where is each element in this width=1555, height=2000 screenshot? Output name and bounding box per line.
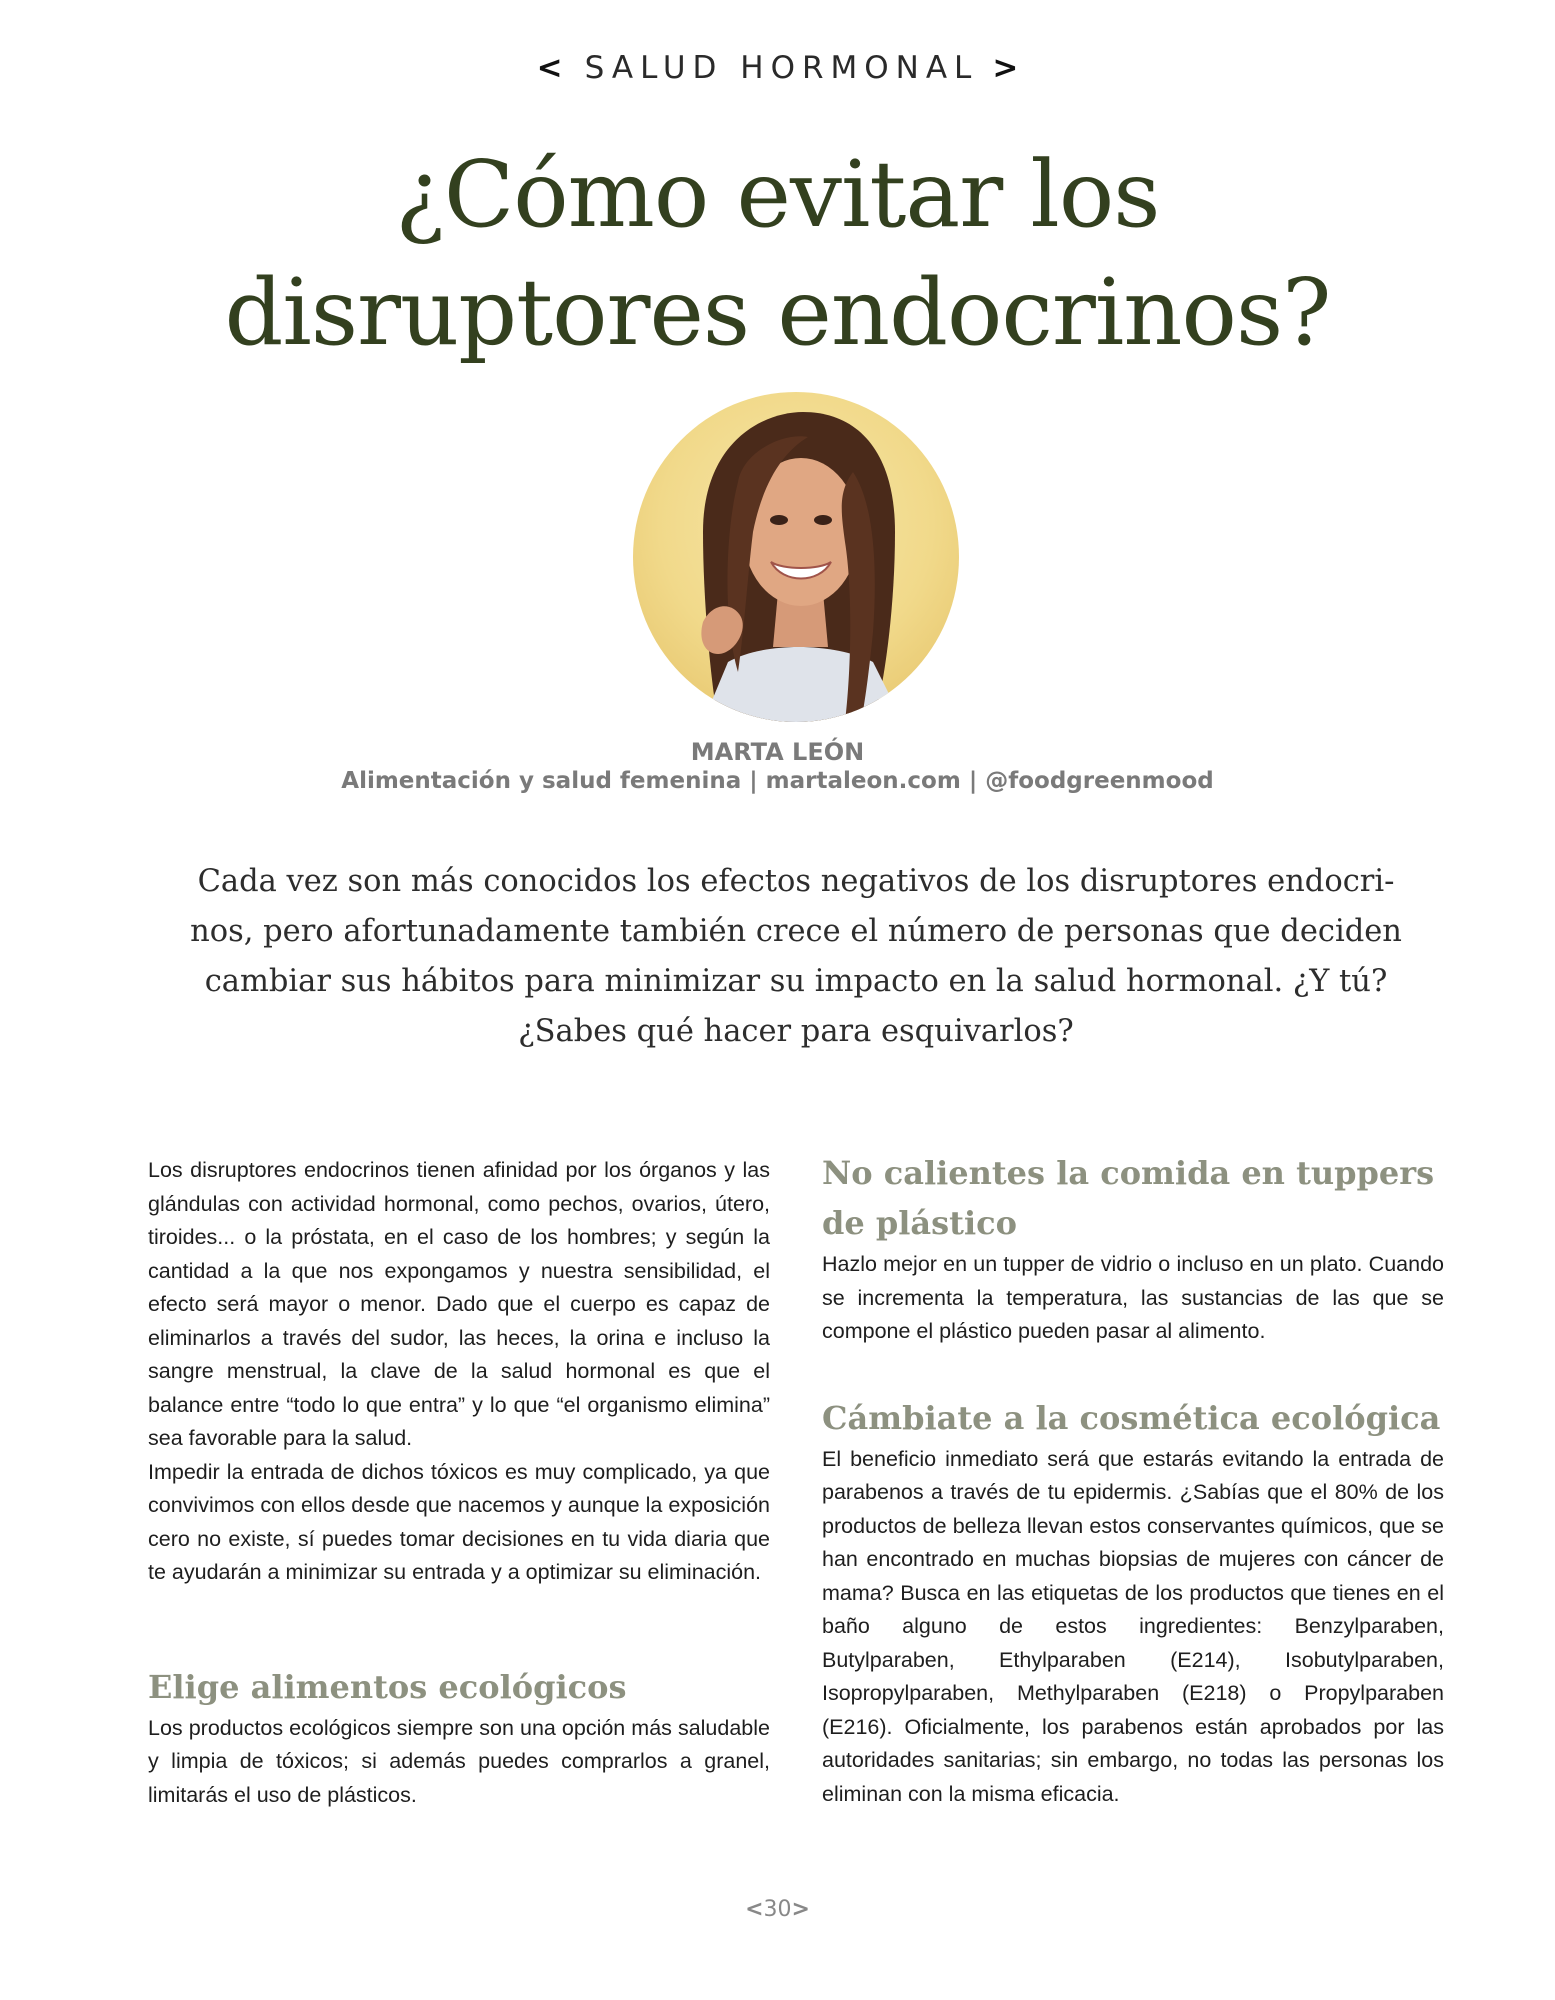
title-line-1: ¿Cómo evitar los [395,141,1160,248]
page-number-value: 30 [763,1897,792,1922]
section-label: SALUD HORMONAL [584,50,979,86]
page-number [0,1897,1555,1922]
chevron-right-icon: > [992,50,1019,86]
chevron-left-icon: < [536,50,563,86]
title-line-2: disruptores endocrinos? [224,259,1331,366]
section-heading-plastic-tuppers: No calientes la comida en tuppers de plástico [822,1154,1435,1242]
right-column [822,1148,1444,1811]
section-text-organic-food: Los productos ecológicos siempre son una opción más saludable y limpia de tóxicos; si además puedes comprarlos a granel, limitarás el uso de plásticos. [148,1715,770,1807]
section-text-plastic-tuppers: Hazlo mejor en un tupper de vidrio o incluso en un plato. Cuando se incrementa la temperatura, las sustancias de las que se compone el plástico pueden pasar al alimento. [822,1252,1444,1343]
chevron-right-icon: > [791,1897,810,1922]
section-text-organic-cosmetics: El beneficio inmediato será que estarás evitando la entrada de parabenos a través de tu epidermis. ¿Sabías que el 80% de los productos de belleza llevan estos conservantes químicos, que se han encontrado en muchas biopsias de mujeres con cáncer de mama? Busca en las etiquetas de los productos que tienes en el baño alguno de estos ingredientes: Benzylparaben, Butylparaben, Ethylparaben (E214), Isobutylparaben, Isopropylparaben, Methylparaben (E218) o Propylparaben (E216). Oficialmente, los parabenos están aprobados por las autoridades sanitarias; sin embargo, no todas las personas los eliminan con la misma eficacia. [822,1446,1444,1806]
lead-paragraph: Cada vez son más conocidos los efectos negativos de los disruptores endocri-nos, pero afortunadamente también crece el número de personas que deciden cambiar sus hábitos para minimizar su impacto en la salud hormonal. ¿Y tú? ¿Sabes qué hacer para esquivarlos? [190,864,1402,1049]
author-avatar [633,392,959,722]
author-portrait-photo [633,392,959,722]
left-column [148,1154,770,1812]
chevron-left-icon: < [745,1897,764,1922]
author-meta: Alimentación y salud femenina | martaleon.com | @foodgreenmood [341,768,1214,794]
section-heading-organic-cosmetics: Cámbiate a la cosmética ecológica [822,1398,1441,1437]
intro-paragraph-1: Los disruptores endocrinos tienen afinidad por los órganos y las glándulas con actividad hormonal, como pechos, ovarios, útero, tiroides... o la próstata, en el caso de los hombres; y según la cantidad a la que nos expongamos y nuestra sensibilidad, el efecto será mayor o menor. Dado que el cuerpo es capaz de eliminarlos a través del sudor, las heces, la orina e incluso la sangre menstrual, la clave de la salud hormonal es que el balance entre “todo lo que entra” y lo que “el organismo elimina” sea favorable para la salud. [148,1158,770,1450]
author-name: MARTA LEÓN [690,738,865,766]
section-heading-organic-food: Elige alimentos ecológicos [148,1667,627,1706]
article-title [0,136,1555,372]
intro-paragraph-2: Impedir la entrada de dichos tóxicos es muy complicado, ya que convivimos con ellos desde que nacemos y aunque la exposición cero no existe, sí puedes tomar decisiones en tu vida diaria que te ayudarán a minimizar su entrada y a optimizar su eliminación. [148,1459,770,1584]
section-tag [0,50,1555,86]
